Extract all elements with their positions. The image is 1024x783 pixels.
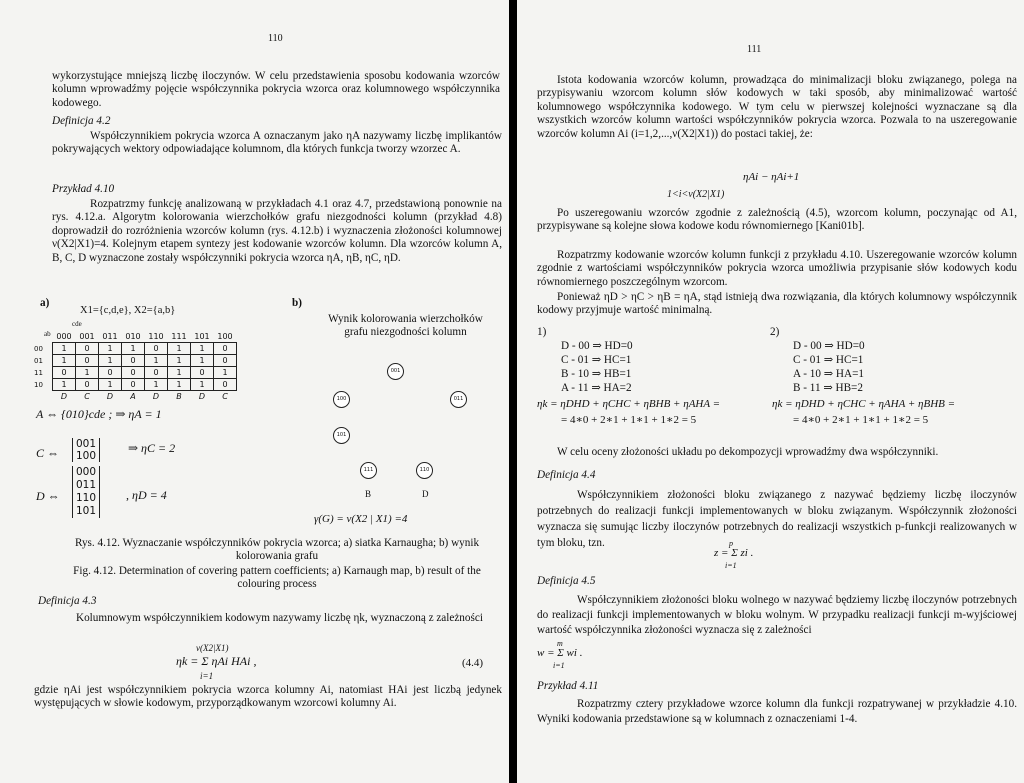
page-number: 111	[747, 44, 762, 55]
equation-c-result: ⇒ ηC = 2	[128, 441, 176, 455]
kmap-ab-label: ab	[44, 330, 51, 338]
kmap-cell: 1	[168, 379, 191, 391]
example-title: Przykład 4.11	[537, 680, 599, 692]
kmap-col: 100	[217, 332, 233, 341]
kmap-pattern-row	[34, 391, 237, 403]
kmap-cell: 1	[99, 343, 122, 355]
list-item: B - 11 ⇒ HB=2	[793, 382, 863, 394]
definition-title: Definicja 4.2	[52, 115, 111, 127]
kmap-cell: 0	[53, 367, 76, 379]
graph-label: B	[365, 489, 372, 499]
solution-1-list	[561, 339, 633, 395]
graph-node: 110	[416, 462, 433, 479]
graph-gamma: γ(G) = ν(X2 | X1) =4	[314, 513, 408, 525]
right-page	[517, 0, 1024, 783]
z-sum-bottom: i=1	[725, 561, 737, 570]
kmap-cell: 1	[214, 367, 237, 379]
kmap-cell: 1	[122, 343, 145, 355]
equation-a: A ⇔ {010}cde ; ⇒ ηA = 1	[36, 407, 162, 421]
formula-sum-top: ν(X2|X1)	[196, 643, 229, 653]
pattern-letter: C	[84, 392, 90, 401]
definition-text: Współczynnikiem złożoności bloku wolnego w nazywać będziemy liczbę iloczynów potrzebnych do realizacji funkcji implementowanych w bloku wolnym. W przypadku realizacji funkcji m-wyjściowej wartość współczynnika złożoności wyznacza się z zależności	[537, 594, 1017, 636]
set-item: 011	[76, 479, 97, 491]
kmap-cell: 0	[214, 343, 237, 355]
kmap-cell: 0	[145, 343, 168, 355]
equation-c-set	[72, 438, 100, 462]
kmap-cell: 0	[99, 367, 122, 379]
kmap-col: 000	[56, 332, 72, 341]
formula-sum-bottom: i=1	[200, 671, 214, 681]
list-item: A - 10 ⇒ HA=1	[793, 368, 864, 380]
kmap-cell: 1	[53, 343, 76, 355]
paragraph: W celu oceny złożoności układu po dekompozycji wprowadźmy dwa współczynniki.	[557, 446, 939, 458]
kmap-cell: 1	[53, 355, 76, 367]
kmap-cell: 0	[145, 367, 168, 379]
kmap-cell: 1	[191, 355, 214, 367]
list-item: D - 00 ⇒ HD=0	[793, 340, 865, 352]
z-formula: z = Σ zi .	[714, 547, 754, 559]
solution-1-label: 1)	[537, 326, 547, 338]
kmap-cell: 0	[191, 367, 214, 379]
w-sum-bottom: i=1	[553, 661, 565, 670]
kmap-cell: 1	[145, 379, 168, 391]
graph-node: 100	[333, 391, 350, 408]
karnaugh-map	[34, 331, 237, 402]
kmap-cell: 1	[168, 343, 191, 355]
pattern-letter: A	[130, 392, 136, 401]
page-number: 110	[268, 33, 283, 44]
equation-d-prefix: D ⇔	[36, 489, 60, 503]
kmap-header: X1={c,d,e}, X2={a,b}	[80, 305, 176, 316]
definition-title: Definicja 4.5	[537, 575, 596, 587]
example-text: Rozpatrzmy funkcję analizowaną w przykładach 4.1 oraz 4.7, przedstawioną ponownie na rys. 4.12.a. Algorytm kolorowania wierzchołków grafu niezgodności kolumn (przykład 4.8) doprowadził do rozróżnienia wzorców kolumn (rys. 4.12.b) i wyznaczenia złożoności kolumnowej ν(X2|X1)=4. Kolejnym etapem syntezy jest kodowanie wzorców kolumn. Dla wzorców kolumn A, B, C, D wyznaczone zostały współczynniki pokrycia wzorca ηA, ηB, ηC, ηD.	[52, 198, 502, 264]
kmap-col: 110	[148, 332, 164, 341]
kmap-cell: 1	[145, 355, 168, 367]
equation-d-result: , ηD = 4	[126, 488, 167, 502]
w-formula: w = Σ wi .	[537, 647, 583, 659]
list-item: D - 00 ⇒ HD=0	[561, 340, 633, 352]
kmap-row-label: 01	[34, 356, 43, 365]
paragraph: Istota kodowania wzorców kolumn, prowadząca do minimalizacji bloku związanego, polega na przypisywaniu wzorcom kolumn słów kodowych w taki sposób, aby minimalizować wartość kolumnowego współczynnika kodowego. W tym celu w pierwszej kolejności wyznaczane są dla wszystkich wzorców kolumn wartości współczynników pokrycia wzorca. Pozwala to na uszeregowanie wzorców kolumn Ai (i=1,2,...,ν(X2|X1)) do postaci takiej, że:	[537, 74, 1017, 140]
kmap-row-label: 00	[34, 344, 43, 353]
paragraph: Rozpatrzmy kodowanie wzorców kolumn funkcji z przykładu 4.10. Uszeregowanie wzorców kolumn zgodnie z wartościami współczynników pokrycia wzorca umożliwia przypisanie słów kodowych kodu równomiernego poszczególnym wzorcom.	[537, 249, 1017, 288]
example-title: Przykład 4.10	[52, 183, 115, 195]
set-item: 101	[76, 505, 97, 517]
list-item: C - 01 ⇒ HC=1	[561, 354, 632, 366]
solution-2-label: 2)	[770, 326, 780, 338]
kmap-column-header-row	[34, 331, 237, 343]
kmap-cde-label: cde	[72, 320, 82, 328]
graph-node: 111	[360, 462, 377, 479]
kmap-cell: 1	[76, 367, 99, 379]
paragraph: Po uszeregowaniu wzorców zgodnie z zależnością (4.5), wzorcom kolumn, poczynając od A1, przypisywane są kolejne słowa kodowe kodu równomiernego [Kani01b].	[537, 207, 1017, 233]
kmap-row-label: 10	[34, 380, 43, 389]
kmap-col: 101	[194, 332, 210, 341]
graph-label: D	[422, 489, 429, 499]
paragraph: Ponieważ ηD > ηC > ηB = ηA, stąd istnieją dwa rozwiązania, dla których kolumnowy współczynnik kodowy przyjmuje wartość minimalną.	[537, 291, 1017, 317]
set-item: 110	[76, 492, 97, 504]
set-item: 000	[76, 466, 97, 478]
order-condition: 1<i<ν(X2|X1)	[667, 189, 725, 200]
definition-text: Współczynnikiem złożoności bloku związanego z nazywać będziemy liczbę iloczynów potrzebnych do realizacji funkcji implementowanych w bloku związanym. Współczynnik złożoności wyznacza się sumując liczby iloczynów potrzebnych do realizacji wszystkich p-funkcji realizowanych w tym bloku, tzn.	[537, 489, 1017, 549]
kmap-col: 111	[171, 332, 187, 341]
solution-2-list	[793, 339, 865, 395]
example-text: Rozpatrzmy cztery przykładowe wzorce kolumn dla funkcji rozpatrywanej w przykładzie 4.10. Wyniki kodowania przedstawione są w kolumnach z oznaczeniami 1-4.	[537, 698, 1017, 725]
kmap-cell: 0	[76, 379, 99, 391]
pattern-letter: C	[222, 392, 228, 401]
set-item: 001	[76, 438, 97, 450]
kmap-cell: 0	[122, 355, 145, 367]
definition-text: Kolumnowym współczynnikiem kodowym nazywamy liczbę ηk, wyznaczoną z zależności	[76, 612, 483, 624]
order-formula: ηAi − ηAi+1	[743, 171, 800, 183]
definition-text: Współczynnikiem pokrycia wzorca A oznaczanym jako ηA nazywamy liczbę implikantów pokrywających wektory odpowiadające kolumnom, dla których funkcja tworzy wzorzec A.	[52, 130, 502, 156]
pattern-letter: D	[152, 392, 160, 401]
w-sum-top: m	[557, 639, 563, 648]
kmap-cell: 0	[122, 379, 145, 391]
table-row	[34, 379, 237, 391]
kmap-cell: 1	[191, 379, 214, 391]
kmap-cell: 1	[99, 355, 122, 367]
z-sum-top: p	[729, 539, 733, 548]
equation-c-prefix: C ⇔	[36, 446, 60, 460]
intro-paragraph: wykorzystujące mniejszą liczbę iloczynów. W celu przedstawienia sposobu kodowania wzorców kolumn wprowadźmy pojęcie współczynnika pokrycia wzorca oraz kolumnowego współczynnika kodowego.	[52, 70, 500, 109]
kmap-cell: 1	[168, 355, 191, 367]
formula-number: (4.4)	[462, 657, 484, 669]
kmap-cell: 1	[53, 379, 76, 391]
where-text: gdzie ηAi jest współczynnikiem pokrycia wzorca kolumny Ai, natomiast HAi jest liczbą jedynek występujących w słowie kodowym, przyporządkowanym wzorcowi kolumny Ai.	[34, 684, 502, 710]
list-item: C - 01 ⇒ HC=1	[793, 354, 864, 366]
set-item: 100	[76, 450, 97, 462]
list-item: B - 10 ⇒ HB=1	[561, 368, 632, 380]
pattern-letter: B	[176, 392, 182, 401]
kmap-col: 010	[125, 332, 141, 341]
table-row	[34, 343, 237, 355]
kmap-cell: 1	[191, 343, 214, 355]
kmap-cell: 0	[214, 379, 237, 391]
kmap-cell: 0	[76, 355, 99, 367]
kmap-cell: 0	[122, 367, 145, 379]
kmap-cell: 1	[168, 367, 191, 379]
kmap-col: 001	[79, 332, 95, 341]
kmap-cell: 1	[99, 379, 122, 391]
caption-en: Fig. 4.12. Determination of covering pattern coefficients; a) Karnaugh map, b) result of the colouring process	[73, 565, 481, 591]
formula-main: ηk = Σ ηAi HAi ,	[176, 654, 257, 668]
graph-node: 001	[387, 363, 404, 380]
pattern-letter: D	[60, 392, 68, 401]
pattern-letter: D	[106, 392, 114, 401]
solution-1-equation: ηk = ηDHD + ηCHC + ηBHB + ηAHA =	[537, 398, 721, 410]
solution-2-equation: ηk = ηDHD + ηCHC + ηAHA + ηBHB =	[772, 398, 956, 410]
caption-pl: Rys. 4.12. Wyznaczanie współczynników pokrycia wzorca; a) siatka Karnaugha; b) wynik kolorowania grafu	[74, 537, 480, 563]
kmap-cell: 0	[214, 355, 237, 367]
kmap-row-label: 11	[34, 368, 43, 377]
graph-node: 011	[450, 391, 467, 408]
kmap-cell: 0	[76, 343, 99, 355]
kmap-col: 011	[102, 332, 118, 341]
definition-title: Definicja 4.4	[537, 469, 596, 481]
solution-2-value: = 4∗0 + 2∗1 + 1∗1 + 1∗2 = 5	[793, 414, 929, 426]
table-row	[34, 367, 237, 379]
pattern-letter: D	[198, 392, 206, 401]
figure-a-label: a)	[40, 297, 50, 309]
graph-node: 101	[333, 427, 350, 444]
left-page	[0, 0, 509, 783]
solution-1-value: = 4∗0 + 2∗1 + 1∗1 + 1∗2 = 5	[561, 414, 697, 426]
graph-title: Wynik kolorowania wierzchołków grafu niezgodności kolumn	[328, 313, 483, 339]
list-item: A - 11 ⇒ HA=2	[561, 382, 632, 394]
equation-d-set	[72, 466, 100, 518]
definition-title: Definicja 4.3	[38, 595, 97, 607]
table-row	[34, 355, 237, 367]
figure-b-label: b)	[292, 297, 302, 309]
